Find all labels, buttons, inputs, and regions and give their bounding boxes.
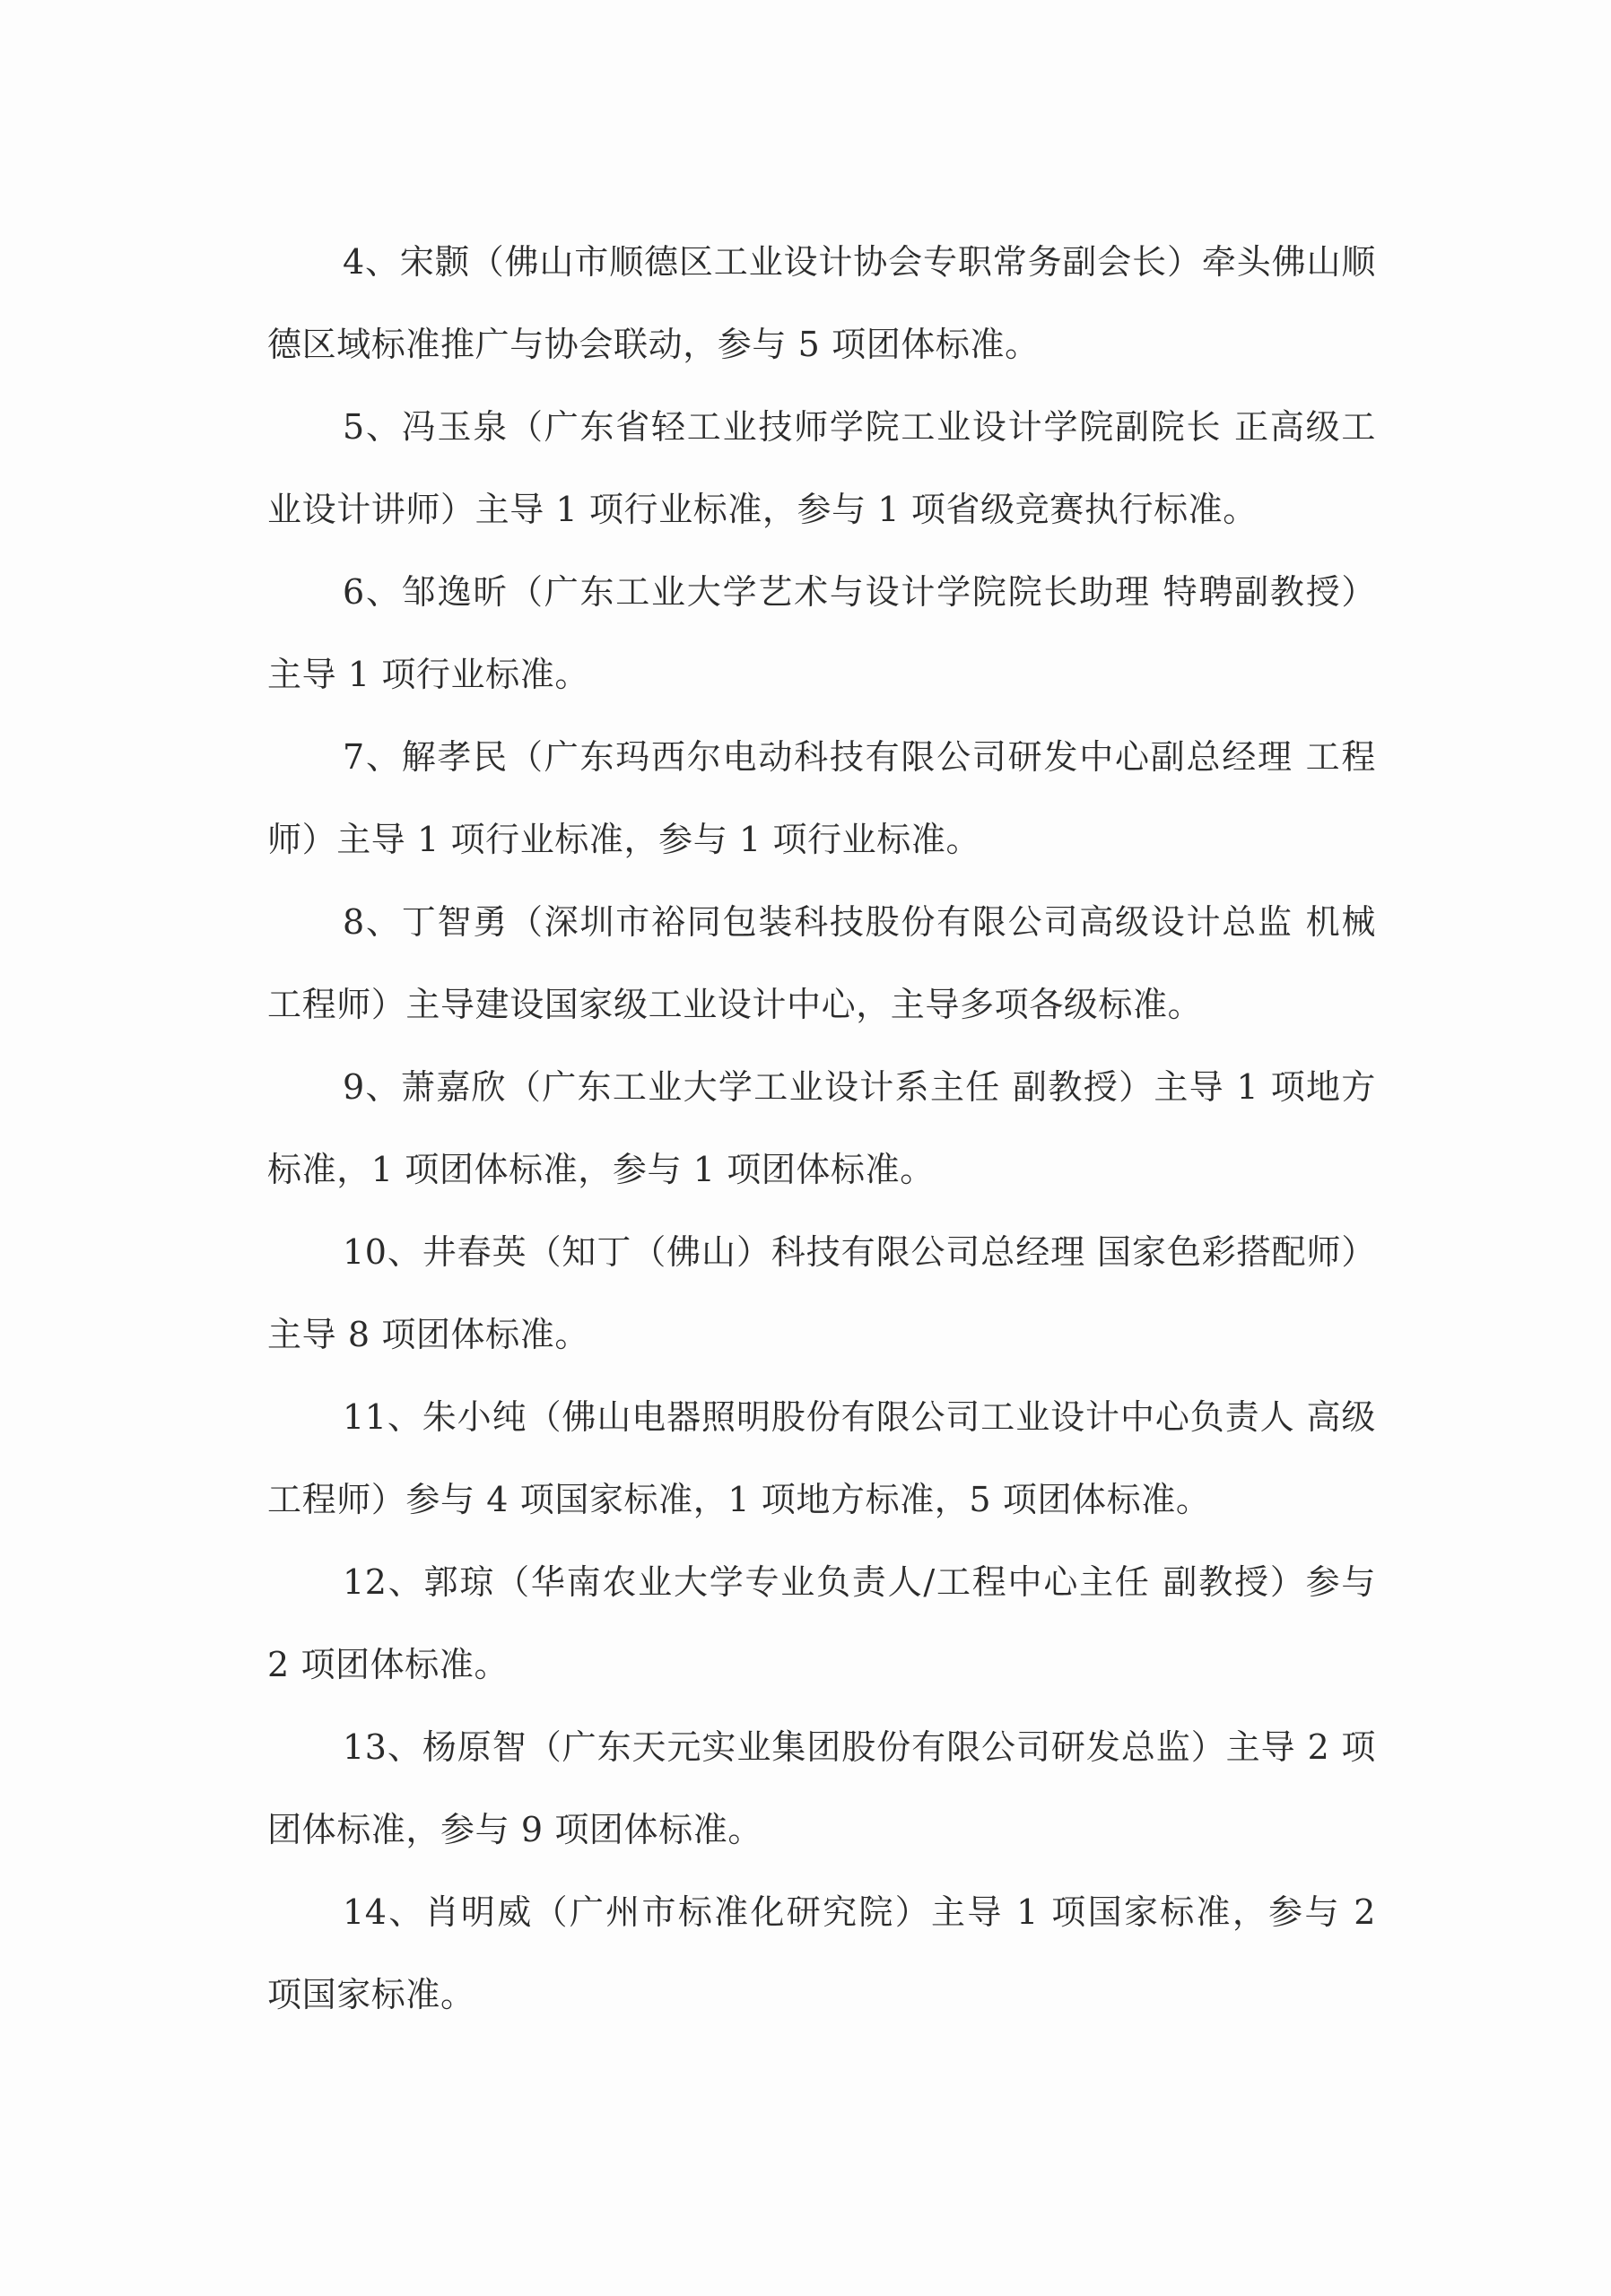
list-item: 11、朱小纯（佛山电器照明股份有限公司工业设计中心负责人 高级工程师）参与 4 项国家标准，1 项地方标准，5 项团体标准。 [267, 1397, 1376, 1519]
list-item: 14、肖明威（广州市标准化研究院）主导 1 项国家标准，参与 2 项国家标准。 [267, 1892, 1376, 2014]
list-item: 8、丁智勇（深圳市裕同包装科技股份有限公司高级设计总监 机械工程师）主导建设国家级工业设计中心，主导多项各级标准。 [267, 902, 1376, 1024]
list-item: 7、解孝民（广东玛西尔电动科技有限公司研发中心副总经理 工程师）主导 1 项行业标准，参与 1 项行业标准。 [267, 737, 1376, 859]
list-item: 10、井春英（知丁（佛山）科技有限公司总经理 国家色彩搭配师）主导 8 项团体标准。 [267, 1232, 1376, 1354]
list-item: 5、冯玉泉（广东省轻工业技师学院工业设计学院副院长 正高级工业设计讲师）主导 1 项行业标准，参与 1 项省级竞赛执行标准。 [267, 407, 1376, 529]
list-item: 12、郭琼（华南农业大学专业负责人/工程中心主任 副教授）参与 2 项团体标准。 [267, 1562, 1376, 1684]
list-item: 13、杨原智（广东天元实业集团股份有限公司研发总监）主导 2 项团体标准，参与 9 项团体标准。 [267, 1727, 1376, 1849]
list-item: 9、萧嘉欣（广东工业大学工业设计系主任 副教授）主导 1 项地方标准，1 项团体标准，参与 1 项团体标准。 [267, 1067, 1376, 1189]
document-body [267, 221, 1376, 2036]
list-item: 4、宋颢（佛山市顺德区工业设计协会专职常务副会长）牵头佛山顺德区域标准推广与协会联动，参与 5 项团体标准。 [267, 242, 1376, 364]
list-item: 6、邹逸昕（广东工业大学艺术与设计学院院长助理 特聘副教授）主导 1 项行业标准。 [267, 572, 1376, 694]
